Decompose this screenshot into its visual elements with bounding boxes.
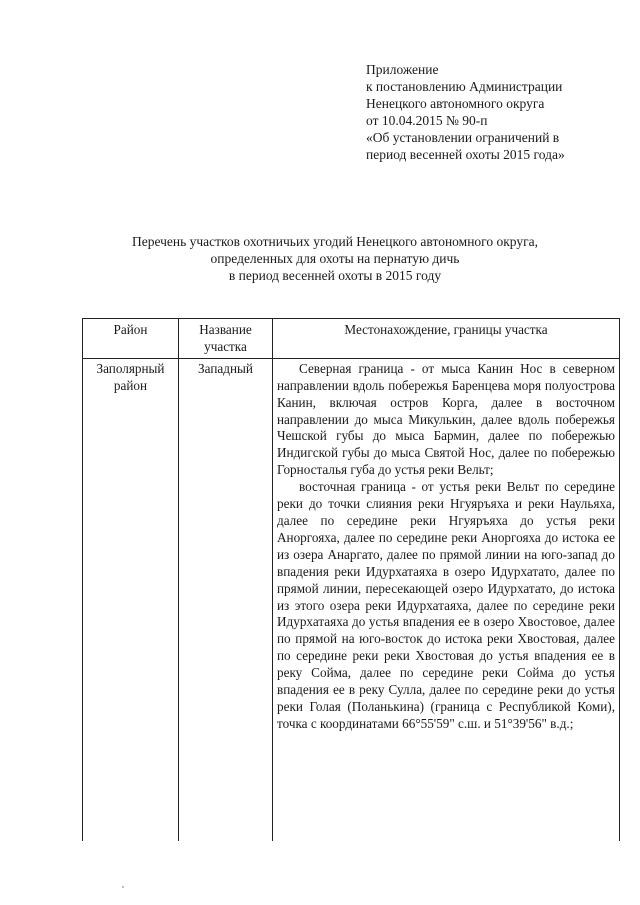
appendix-line: к постановлению Администрации — [366, 79, 563, 94]
title-line: определенных для охоты на пернатую дичь — [210, 251, 460, 266]
appendix-line: период весенней охоты 2015 года» — [366, 147, 565, 162]
cell-location — [273, 358, 620, 841]
scan-artifact — [122, 886, 124, 888]
appendix-header — [366, 61, 628, 163]
table-header-row — [83, 319, 620, 359]
appendix-line: «Об установлении ограничений в — [366, 130, 560, 145]
title-line: Перечень участков охотничьих угодий Ненецкого автономного округа, — [131, 234, 539, 249]
appendix-line: Ненецкого автономного округа — [366, 96, 545, 111]
cell-area-name: Западный — [179, 358, 273, 841]
header-area-name: Название участка — [179, 319, 273, 359]
header-district: Район — [83, 319, 179, 359]
header-location: Местонахождение, границы участка — [273, 319, 620, 359]
cell-district: Заполярный район — [83, 358, 179, 841]
hunting-areas-table — [82, 318, 620, 841]
appendix-line: от 10.04.2015 № 90-п — [366, 113, 488, 128]
document-title — [40, 233, 630, 284]
appendix-line: Приложение — [366, 62, 439, 77]
title-line: в период весенней охоты в 2015 году — [228, 268, 442, 283]
east-boundary-text: восточная граница - от устья реки Вельт по середине реки до точки слияния реки Нгуяръяха и реки Наульяха, далее по середине реки Нгуяръяха до устья реки Аноргояха, далее по середине реки Аноргояха до истока ее из озера Анаргато, далее по прямой линии на юго-запад до впадения реки Идурхатаяха в озеро Идурхатато, далее по прямой линии, пересекающей озеро Идурхатато, до истока из этого озера реки Идурхатаяха, далее по середине реки Идурхатаяха до устья впадения ее в озеро Хвостовое, далее по прямой на юго-восток до истока реки Хвостовая, далее по середине реки реки Хвостовая до устья впадения ее в реку Сойма, далее по середине реки Сойма до устья впадения ее в реку Сулла, далее по середине реки до устья реки Голая (Поланькина) (граница с Республикой Коми), точка с координатами 66°55'59" с.ш. и 51°39'56" в.д.; — [277, 479, 615, 731]
north-boundary-text: Северная граница - от мыса Канин Нос в северном направлении вдоль побережья Баренцева моря полуострова Канин, включая остров Корга, далее в восточном направлении до мыса Микулькин, далее вдоль побережья Чешской губы до мыса Бармин, далее по побережью Индигской губы до мыса Святой Нос, далее по побережью Горносталья губа до устья реки Вельт; — [277, 360, 615, 478]
table-row — [83, 358, 620, 841]
